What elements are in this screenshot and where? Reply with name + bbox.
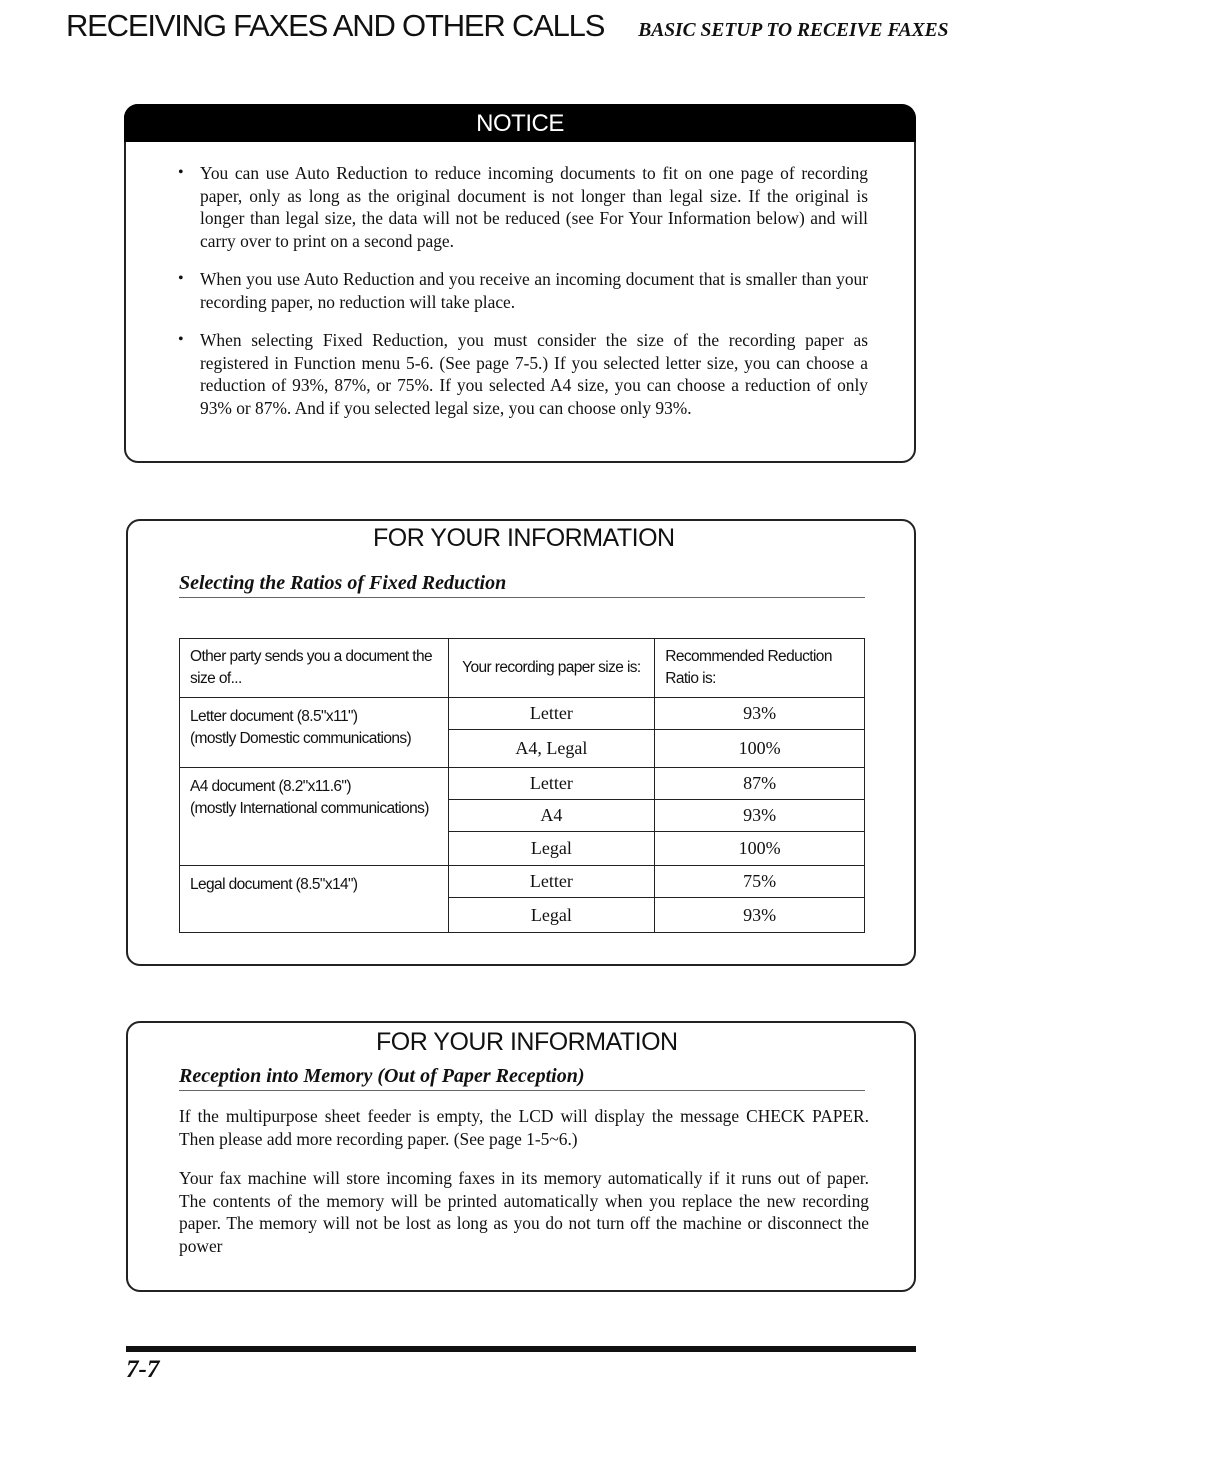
reduction-ratio-table: [179, 638, 865, 933]
table-header-cell: Recommended Reduction Ratio is:: [655, 639, 865, 698]
paper-size-cell: Legal: [448, 898, 655, 933]
notice-bullet: • When selecting Fixed Reduction, you must consider the size of the recording paper as registered in Function menu 5-6. (See page 7-5.) If you selected letter size, you can choose a reduction of 93%, 87%, or 75%. If you selected A4 size, you can choose a reduction of only 93% or 87%. And if you selected legal size, you can choose only 93%.: [178, 329, 868, 419]
fyi-title: FOR YOUR INFORMATION: [376, 1028, 678, 1056]
doc-size-cell: Legal document (8.5"x14"): [180, 866, 449, 933]
table-header-row: [180, 639, 865, 698]
ratio-cell: 87%: [655, 768, 865, 800]
paper-size-cell: Letter: [448, 698, 655, 730]
table-row: [180, 698, 865, 730]
fyi-paragraph: If the multipurpose sheet feeder is empty, the LCD will display the message CHECK PAPER. Then please add more recording paper. (See page 1-5~6.): [179, 1106, 869, 1149]
paper-size-cell: A4, Legal: [448, 730, 655, 768]
fyi-paragraph: Your fax machine will store incoming faxes in its memory automatically if it runs out of paper. The contents of the memory will be printed automatically when you replace the new recording paper. The memory will not be lost as long as you do not turn off the machine or disconnect the power: [179, 1168, 869, 1256]
notice-bullet: • You can use Auto Reduction to reduce incoming documents to fit on one page of recording paper, only as long as the original document is not longer than legal size. If the original is longer than legal size, the data will not be reduced (see For Your Information below) and will carry over to print on a second page.: [178, 162, 868, 252]
footer-rule: [126, 1346, 916, 1352]
ratio-cell: 93%: [655, 800, 865, 832]
notice-bullet: • When you use Auto Reduction and you receive an incoming document that is smaller than your recording paper, no reduction will take place.: [178, 268, 868, 313]
fyi-title: FOR YOUR INFORMATION: [373, 524, 675, 552]
doc-size-cell: A4 document (8.2"x11.6") (mostly International communications): [180, 768, 449, 866]
notice-list: [178, 162, 868, 435]
ratio-cell: 75%: [655, 866, 865, 898]
section-title: RECEIVING FAXES AND OTHER CALLS: [66, 8, 605, 43]
ratio-cell: 93%: [655, 698, 865, 730]
ratio-cell: 100%: [655, 730, 865, 768]
ratio-cell: 100%: [655, 832, 865, 866]
fyi-subtitle: Selecting the Ratios of Fixed Reduction: [179, 572, 865, 598]
fyi-box-reduction: [126, 519, 916, 966]
page-number: 7-7: [126, 1356, 160, 1383]
table-row: [180, 768, 865, 800]
notice-box: [124, 104, 916, 463]
notice-label: NOTICE: [476, 110, 564, 137]
paper-size-cell: Legal: [448, 832, 655, 866]
paper-size-cell: Letter: [448, 768, 655, 800]
section-subtitle: BASIC SETUP TO RECEIVE FAXES: [638, 20, 949, 41]
notice-banner: [124, 104, 916, 142]
table-row: [180, 866, 865, 898]
fyi-subtitle: Reception into Memory (Out of Paper Reception): [179, 1065, 865, 1091]
ratio-cell: 93%: [655, 898, 865, 933]
paper-size-cell: Letter: [448, 866, 655, 898]
page-header: [66, 8, 949, 44]
fyi-box-memory: [126, 1021, 916, 1292]
table-header-cell: Your recording paper size is:: [448, 639, 655, 698]
table-header-cell: Other party sends you a document the size of...: [180, 639, 449, 698]
doc-size-cell: Letter document (8.5"x11") (mostly Domestic communications): [180, 698, 449, 768]
paper-size-cell: A4: [448, 800, 655, 832]
